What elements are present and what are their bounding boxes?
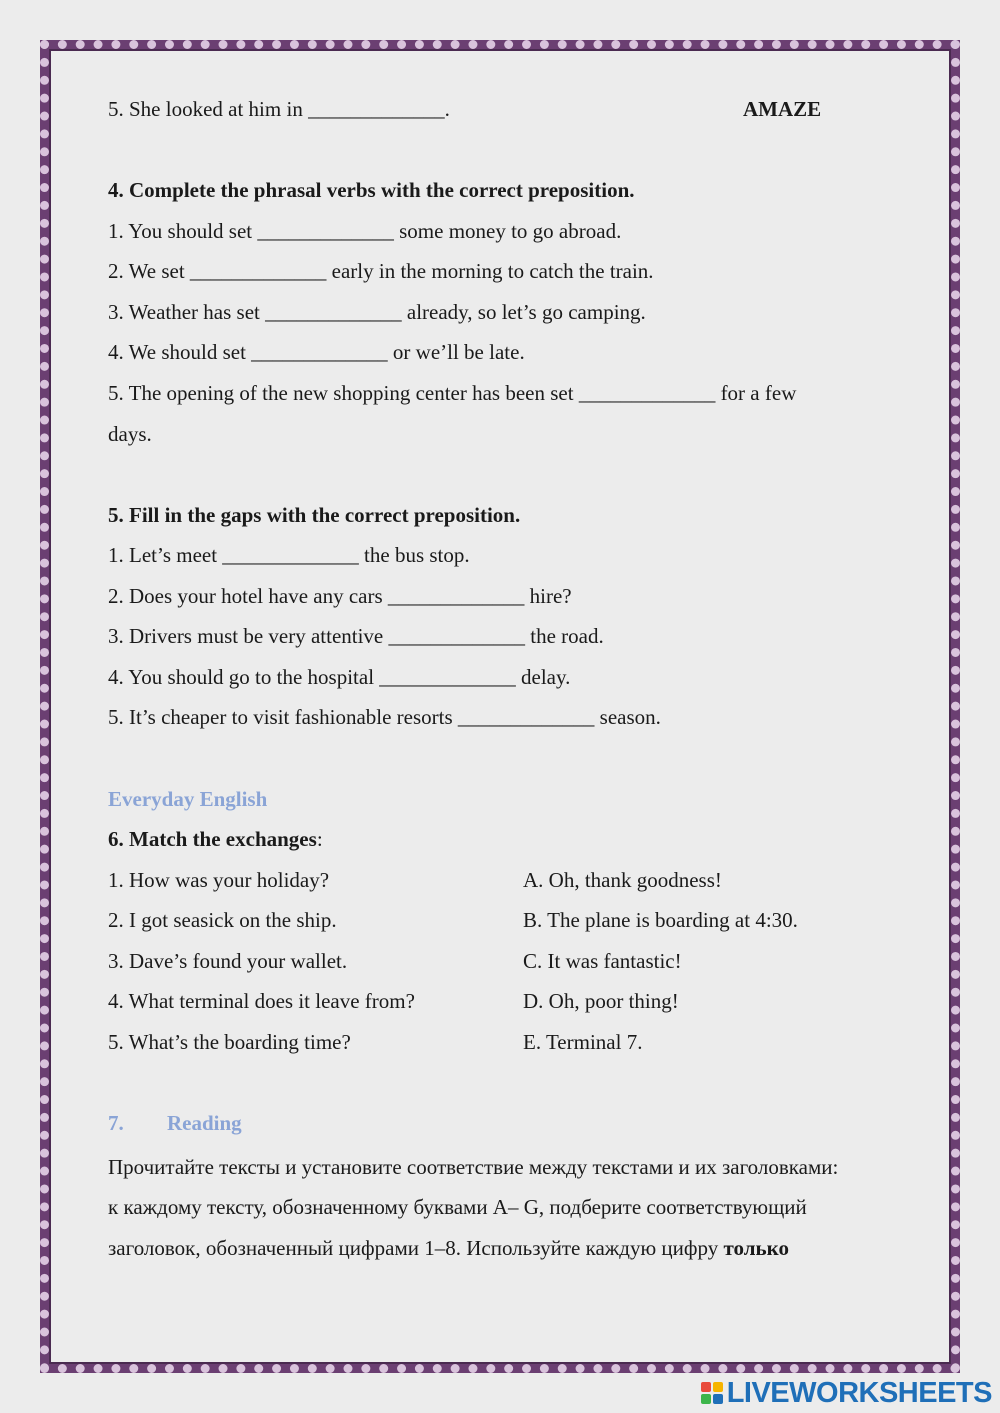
exercise6-left-item: 4. What terminal does it leave from? [108,989,415,1013]
logo-square [701,1394,711,1404]
exercise4-item: 1. You should set _____________ some money to go abroad. [108,219,622,243]
reading-instruction-line: к каждому тексту, обозначенному буквами А– G, подберите соответствующий [108,1195,807,1219]
section-title-reading [108,1110,242,1136]
exercise4-item: 3. Weather has set _____________ already, so let’s go camping. [108,300,646,324]
section-title-everyday-english: Everyday English [108,787,268,811]
exercise6-left-item: 2. I got seasick on the ship. [108,908,337,932]
exercise6-heading-text: 6. Match the exchanges [108,827,317,851]
liveworksheets-logo-text: LIVEWORKSHEETS [726,1376,992,1409]
exercise6-right-item: D. Oh, poor thing! [523,989,679,1013]
exercise6-heading-colon: : [316,827,323,851]
reading-instruction-text: заголовок, обозначенный цифрами 1–8. Используйте каждую цифру [108,1236,724,1260]
exercise4-item: 4. We should set _____________ or we’ll be late. [108,340,525,364]
exercise5-item: 3. Drivers must be very attentive _____________ the road. [108,624,604,648]
reading-title: Reading [167,1111,242,1135]
exercise6-left-item: 5. What’s the boarding time? [108,1030,351,1054]
exercise5-item: 2. Does your hotel have any cars _____________ hire? [108,584,572,608]
exercise5-heading: 5. Fill in the gaps with the correct preposition. [108,503,521,527]
exercise6-right-item: C. It was fantastic! [523,949,682,973]
exercise5-item: 1. Let’s meet _____________ the bus stop. [108,543,470,567]
exercise4-item: 5. The opening of the new shopping center has been set _____________ for a few [108,381,797,405]
exercise6-heading [108,826,323,852]
exercise6-left-item: 3. Dave’s found your wallet. [108,949,348,973]
exercise6-left-item: 1. How was your holiday? [108,868,330,892]
exercise6-right-item: B. The plane is boarding at 4:30. [523,908,798,932]
exercise4-item: 2. We set _____________ early in the morning to catch the train. [108,259,654,283]
exercise6-right-item: A. Oh, thank goodness! [523,868,722,892]
exercise3-keyword: AMAZE [743,97,822,121]
exercise5-item: 5. It’s cheaper to visit fashionable resorts _____________ season. [108,705,661,729]
logo-square [713,1394,723,1404]
reading-instruction-line [108,1235,789,1261]
exercise5-item: 4. You should go to the hospital _____________ delay. [108,665,571,689]
exercise4-item-continuation: days. [108,422,152,446]
exercise6-right-item: E. Terminal 7. [523,1030,643,1054]
logo-square [713,1382,723,1392]
reading-number: 7. [108,1111,124,1135]
exercise4-heading: 4. Complete the phrasal verbs with the correct preposition. [108,178,635,202]
liveworksheets-logo-icon [701,1382,723,1404]
exercise3-item-5: 5. She looked at him in _____________. [108,97,450,121]
liveworksheets-logo [701,1376,992,1410]
reading-instruction-line: Прочитайте тексты и установите соответствие между текстами и их заголовками: [108,1155,839,1179]
logo-square [701,1382,711,1392]
reading-instruction-bold: только [723,1236,789,1260]
